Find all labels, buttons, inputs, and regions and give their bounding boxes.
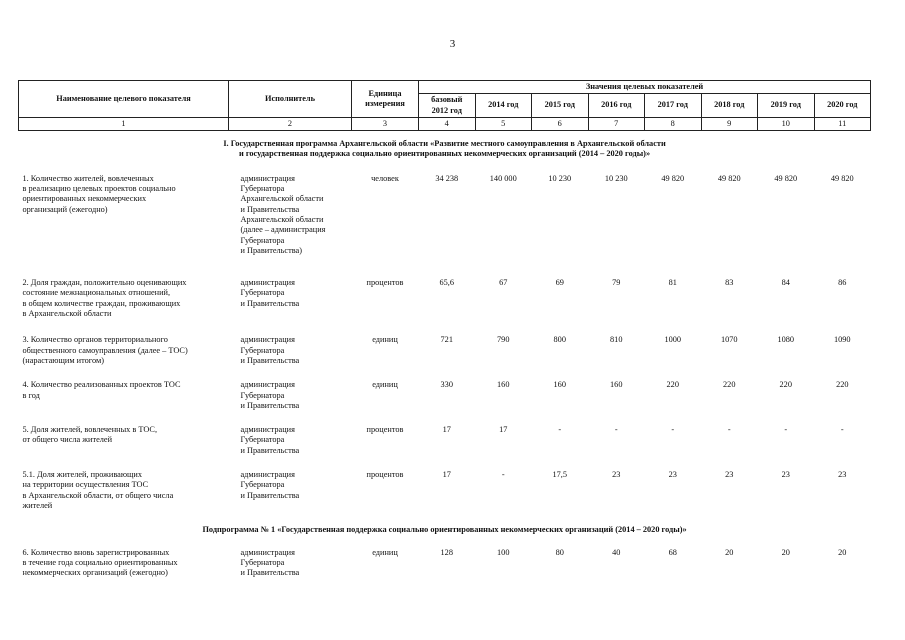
indicator-value: 86 [838,278,847,288]
header-unit: Единица измерения [352,81,419,118]
indicator-executor: администрация Губернатора и Правительства [240,470,300,500]
header-year-2019: 2019 год [758,94,815,118]
indicator-value: 220 [723,380,736,390]
indicator-value: 83 [725,278,734,288]
indicator-value: 1090 [833,335,851,345]
indicator-unit: единиц [372,547,398,557]
column-number: 3 [352,117,419,130]
indicator-value: 160 [610,380,623,390]
header-executor: Исполнитель [229,81,352,118]
indicator-value: 23 [668,470,677,480]
indicator-value: 40 [612,547,621,557]
indicator-executor: администрация Губернатора и Правительства [240,335,300,365]
indicator-executor: администрация Губернатора и Правительства [240,278,300,308]
indicator-value: 220 [779,380,792,390]
table-row [19,425,871,470]
indicator-value: 79 [612,278,621,288]
table-row [19,548,871,579]
indicator-value: 721 [440,335,453,345]
indicator-value: 81 [668,278,677,288]
header-year-2015: 2015 год [532,94,589,118]
header-year-2020: 2020 год [814,94,871,118]
header-year-2014: 2014 год [475,94,532,118]
indicator-value: 49 820 [774,173,798,183]
indicator-name: 3. Количество органов территориального общественного самоуправления (далее – ТОС) (нарастающим итогом) [22,335,188,365]
indicator-value: - [840,425,844,435]
indicator-value: 65,6 [439,278,455,288]
indicator-value: - [784,425,788,435]
indicator-value: 790 [497,335,510,345]
column-number: 1 [19,117,229,130]
indicator-unit: единиц [372,335,398,345]
indicator-value: 49 820 [661,173,685,183]
indicator-unit: процентов [366,425,404,435]
indicator-name: 4. Количество реализованных проектов ТОС в год [22,380,181,400]
indicator-value: 1080 [777,335,795,345]
indicator-value: 1070 [720,335,738,345]
header-year-2018: 2018 год [701,94,758,118]
column-number: 2 [229,117,352,130]
indicator-value: 160 [553,380,566,390]
indicator-value: 23 [838,470,847,480]
column-number: 10 [758,117,815,130]
indicator-value: 20 [725,547,734,557]
table-row [19,174,871,278]
indicator-value: - [727,425,731,435]
indicator-value: - [671,425,675,435]
indicator-value: 1000 [664,335,682,345]
indicator-value: 100 [497,547,510,557]
indicator-value: 49 820 [717,173,741,183]
header-values-group: Значения целевых показателей [419,81,871,94]
section-title: I. Государственная программа Архангельской области «Развитие местного самоуправления в Архангельской области и государственная поддержка социально ориентированных некоммерческих организаций (2014 – 2020 годы)» [223,139,666,159]
column-number: 6 [532,117,589,130]
indicator-name: 2. Доля граждан, положительно оценивающих состояние межнациональных отношений, в общем количестве граждан, проживающих в Архангельской области [22,278,187,319]
indicator-value: 160 [497,380,510,390]
indicator-executor: администрация Губернатора Архангельской области и Правительства Архангельской области (далее – администрация Губернатора и Правительства) [240,173,326,255]
column-number: 11 [814,117,871,130]
indicator-unit: единиц [372,380,398,390]
indicator-unit: процентов [366,278,404,288]
header-year-2016: 2016 год [588,94,645,118]
indicator-unit: процентов [366,470,404,480]
table-row [19,335,871,380]
indicator-value: 68 [668,547,677,557]
indicator-value: 17 [442,470,451,480]
target-indicators-table [18,80,871,578]
indicator-value: 84 [781,278,790,288]
indicator-value: 128 [440,547,453,557]
indicator-unit: человек [371,173,399,183]
indicator-value: 80 [555,547,564,557]
indicator-value: - [558,425,562,435]
indicator-value: 10 230 [604,173,628,183]
indicator-value: 49 820 [830,173,854,183]
indicator-value: 67 [499,278,508,288]
indicator-value: 17,5 [552,470,568,480]
section-title-row [19,131,871,174]
indicator-value: 20 [781,547,790,557]
indicator-executor: администрация Губернатора и Правительства [240,547,300,578]
indicator-value: 17 [442,425,451,435]
indicator-value: 23 [725,470,734,480]
indicator-value: 34 238 [435,173,459,183]
indicator-value: 220 [666,380,679,390]
indicator-name: 5.1. Доля жителей, проживающих на территории осуществления ТОС в Архангельской области, от общего числа жителей [22,470,174,510]
column-number: 4 [419,117,476,130]
indicator-name: 6. Количество вновь зарегистрированных в течение года социально ориентированных некоммерческих организаций (ежегодно) [22,547,178,578]
header-year-2017: 2017 год [645,94,702,118]
column-number: 9 [701,117,758,130]
indicator-value: 140 000 [489,173,517,183]
indicator-value: - [614,425,618,435]
page-number: 3 [449,38,456,50]
indicator-value: 17 [499,425,508,435]
indicator-value: 220 [836,380,849,390]
subprogram-title: Подпрограмма № 1 «Государственная поддержка социально ориентированных некоммерческих организаций (2014 – 2020 годы)» [202,525,687,535]
indicator-value: 69 [555,278,564,288]
header-year-base: базовый 2012 год [419,94,476,118]
indicator-executor: администрация Губернатора и Правительства [240,380,300,410]
indicator-value: 800 [553,335,566,345]
table-row [19,380,871,425]
indicator-value: - [501,470,505,480]
table-row [19,470,871,517]
table-row [19,278,871,335]
indicator-value: 10 230 [548,173,572,183]
indicator-value: 810 [610,335,623,345]
indicator-name: 5. Доля жителей, вовлеченных в ТОС, от общего числа жителей [22,425,158,445]
column-number: 5 [475,117,532,130]
indicator-value: 330 [440,380,453,390]
column-number: 7 [588,117,645,130]
column-numbers-row [19,117,871,130]
column-number: 8 [645,117,702,130]
indicator-name: 1. Количество жителей, вовлеченных в реализацию целевых проектов социально ориентированных некоммерческих организаций (ежегодно) [22,173,176,214]
indicator-executor: администрация Губернатора и Правительства [240,425,300,455]
indicator-value: 23 [781,470,790,480]
indicator-value: 23 [612,470,621,480]
header-indicator-name: Наименование целевого показателя [19,81,229,118]
indicator-value: 20 [838,547,847,557]
subprogram-title-row [19,517,871,547]
